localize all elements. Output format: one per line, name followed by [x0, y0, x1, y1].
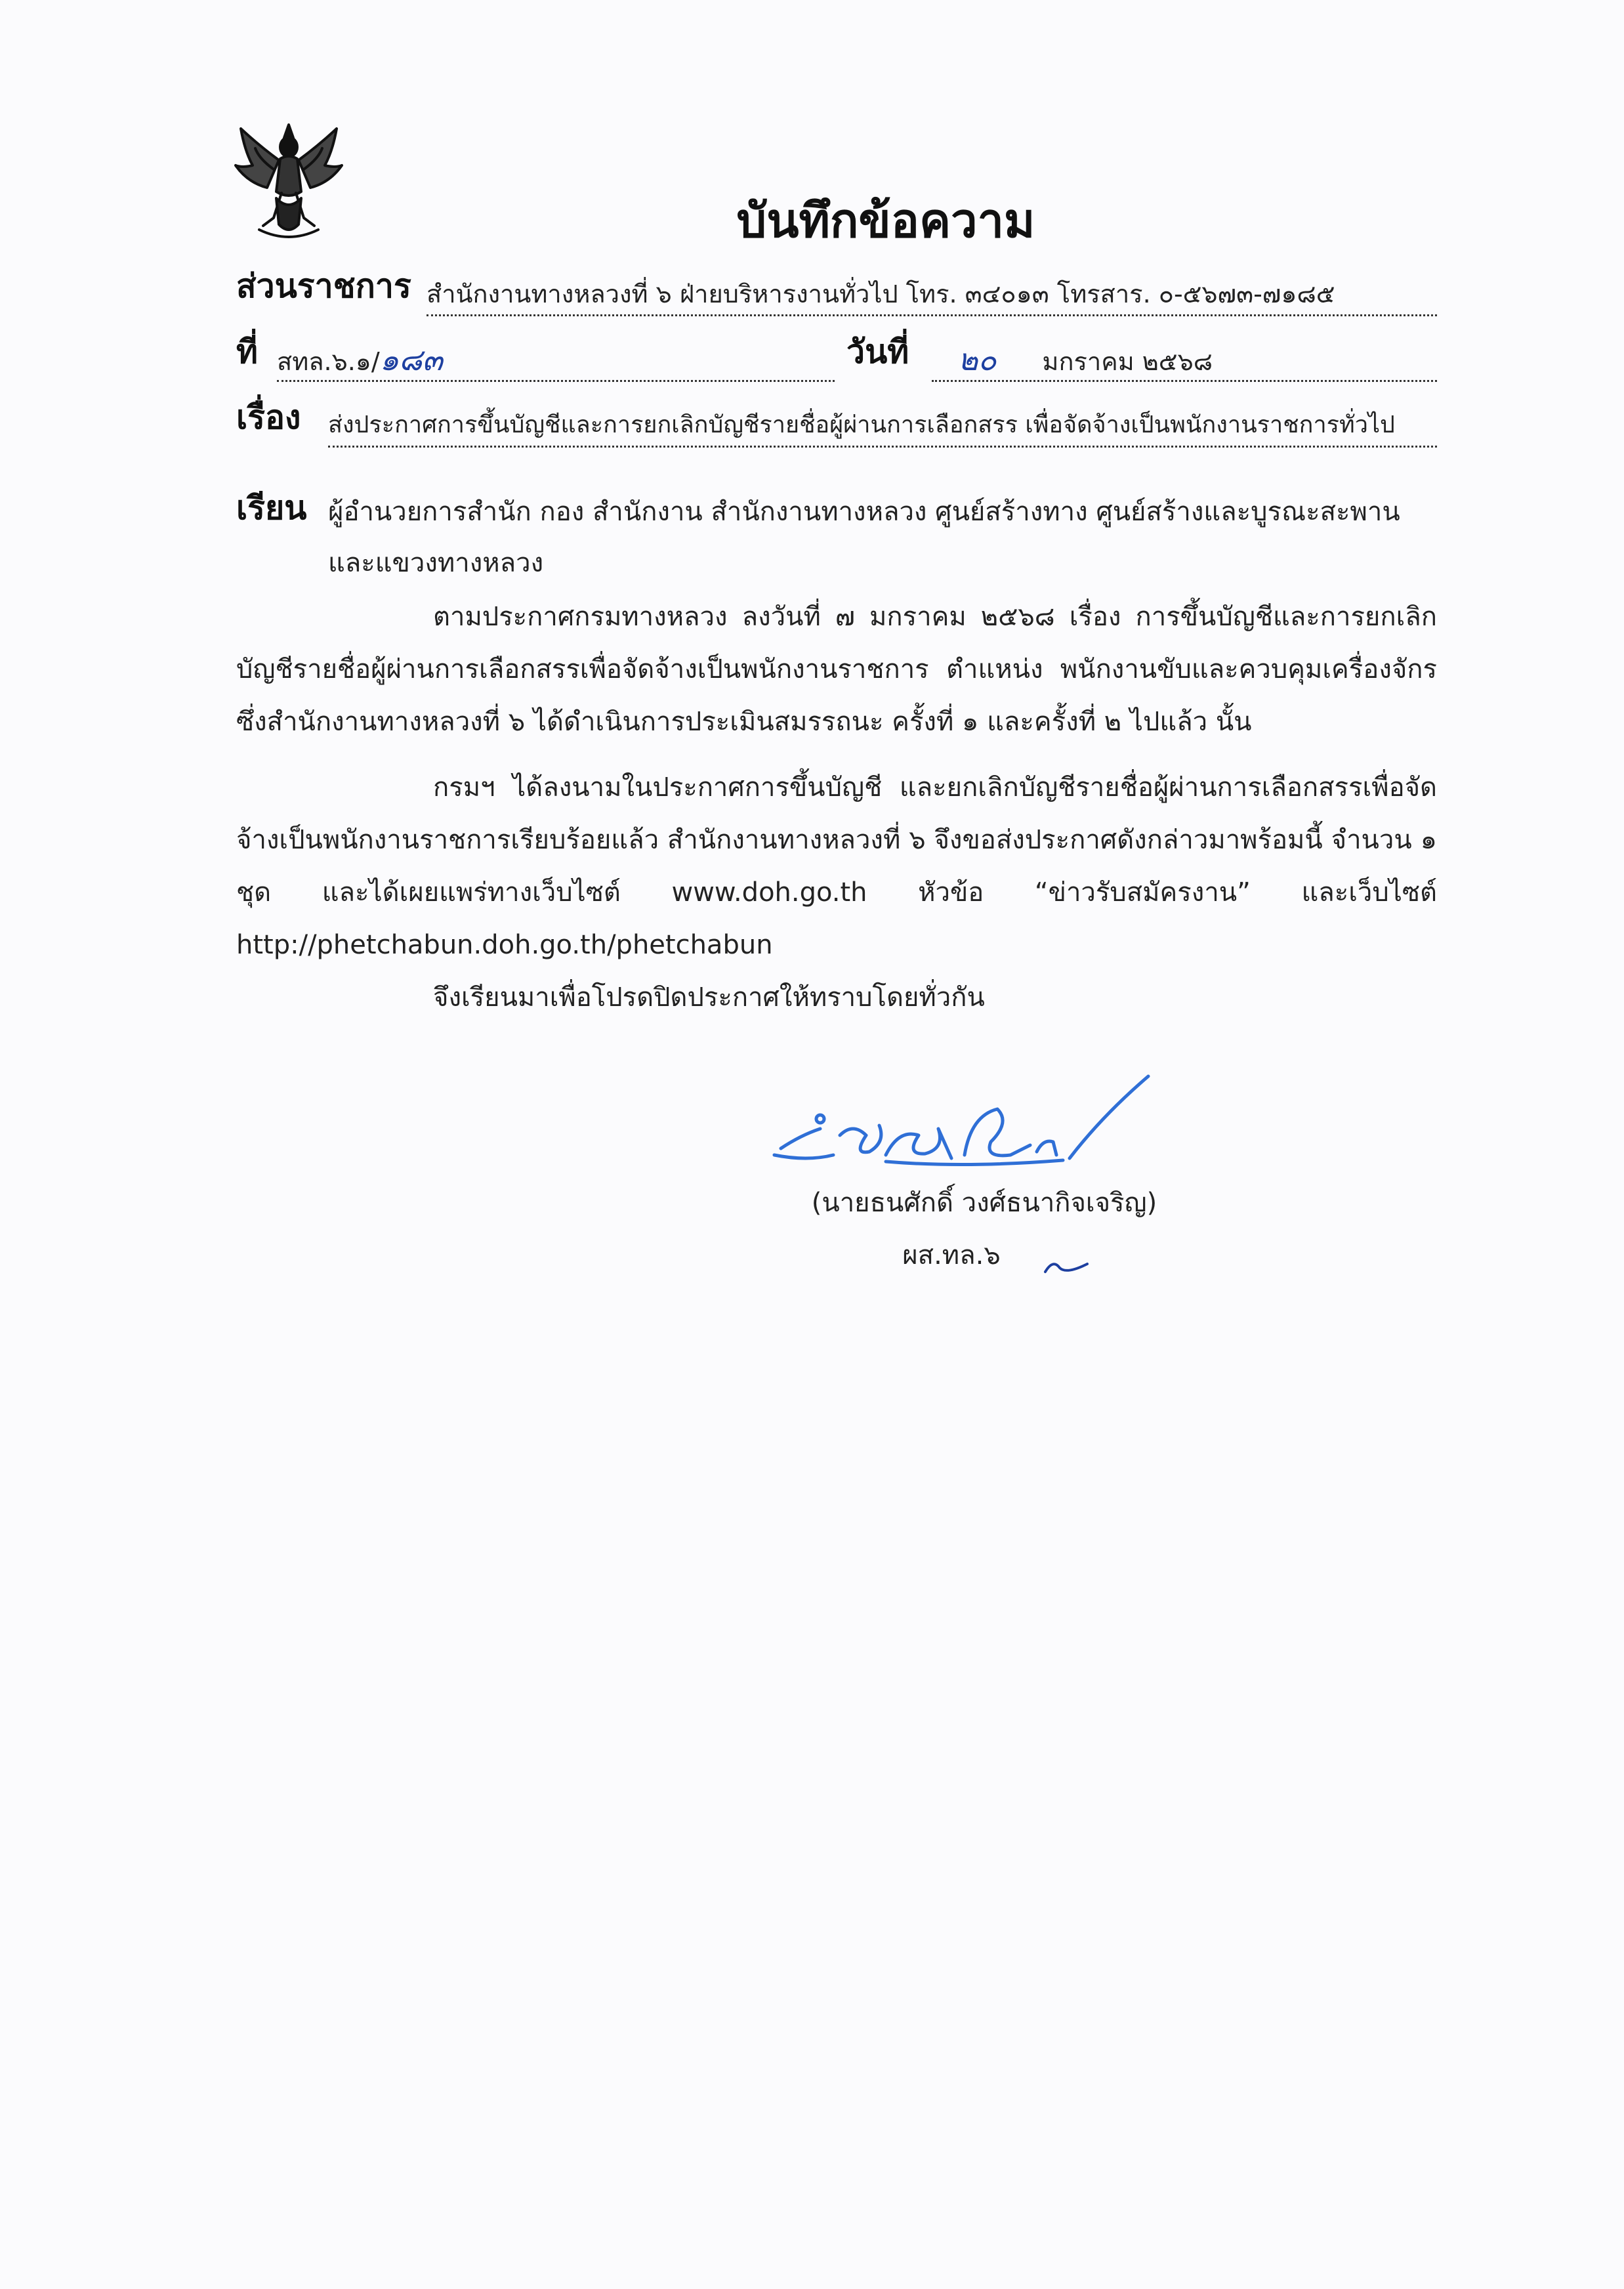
handwritten-signature [755, 1063, 1181, 1175]
date-value [932, 339, 1437, 382]
reference-number-handwritten: ๑๘๓ [379, 342, 443, 377]
reference-prefix: สทล.๖.๑/ [277, 347, 380, 376]
body-paragraph-2: กรมฯ ได้ลงนามในประกาศการขึ้นบัญชี และยกเลิกบัญชีรายชื่อผู้ผ่านการเลือกสรรเพื่อจัดจ้างเป็นพนักงานราชการเรียบร้อยแล้ว สำนักงานทางหลวงที่ ๖ จึงขอส่งประกาศดังกล่าวมาพร้อมนี้ จำนวน ๑ ชุด และได้เผยแพร่ทางเว็บไซต์ www.doh.go.th หัวข้อ “ข่าวรับสมัครงาน” และเว็บไซต์ http://phetchabun.doh.go.th/phetchabun [236, 772, 1437, 960]
garuda-emblem-icon [233, 119, 344, 241]
subject-row [236, 398, 1437, 448]
body-paragraph-3: จึงเรียนมาเพื่อโปรดปิดประกาศให้ทราบโดยทั่วกัน [433, 982, 985, 1013]
initial-mark [1040, 1252, 1093, 1278]
agency-label: ส่วนราชการ [236, 267, 411, 305]
subject-value: ส่งประกาศการขึ้นบัญชีและการยกเลิกบัญชีรายชื่อผู้ผ่านการเลือกสรร เพื่อจัดจ้างเป็นพนักงานราชการทั่วไป [328, 405, 1437, 448]
memo-title: บันทึกข้อความ [736, 193, 1035, 248]
date-month-year: มกราคม ๒๕๖๘ [1042, 347, 1213, 376]
subject-label: เรื่อง [236, 398, 301, 436]
signer-position: ผส.ทล.๖ [902, 1240, 1001, 1270]
date-day-handwritten: ๒๐ [958, 342, 997, 377]
signer-name: (นายธนศักดิ์ วงศ์ธนากิจเจริญ) [811, 1188, 1157, 1218]
reference-value [277, 339, 835, 382]
salutation-label: เรียน [236, 489, 307, 527]
body-paragraph-1: ตามประกาศกรมทางหลวง ลงวันที่ ๗ มกราคม ๒๕๖๘ เรื่อง การขึ้นบัญชีและการยกเลิกบัญชีรายชื่อผู้ผ่านการเลือกสรรเพื่อจัดจ้างเป็นพนักงานราชการ ตำแหน่ง พนักงานขับและควบคุมเครื่องจักร ซึ่งสำนักงานทางหลวงที่ ๖ ได้ดำเนินการประเมินสมรรถนะ ครั้งที่ ๑ และครั้งที่ ๒ ไปแล้ว นั้น [236, 602, 1437, 737]
reference-date-row [236, 333, 1437, 382]
agency-value: สำนักงานทางหลวงที่ ๖ ฝ่ายบริหารงานทั่วไป โทร. ๓๔๐๑๓ โทรสาร. ๐-๕๖๗๓-๗๑๘๕ [427, 274, 1437, 316]
reference-label: ที่ [236, 333, 258, 371]
salutation-text: ผู้อำนวยการสำนัก กอง สำนักงาน สำนักงานทางหลวง ศูนย์สร้างทาง ศูนย์สร้างและบูรณะสะพาน และแขวงทางหลวง [328, 497, 1400, 578]
agency-row [236, 267, 1437, 316]
date-label: วันที่ [846, 333, 909, 371]
